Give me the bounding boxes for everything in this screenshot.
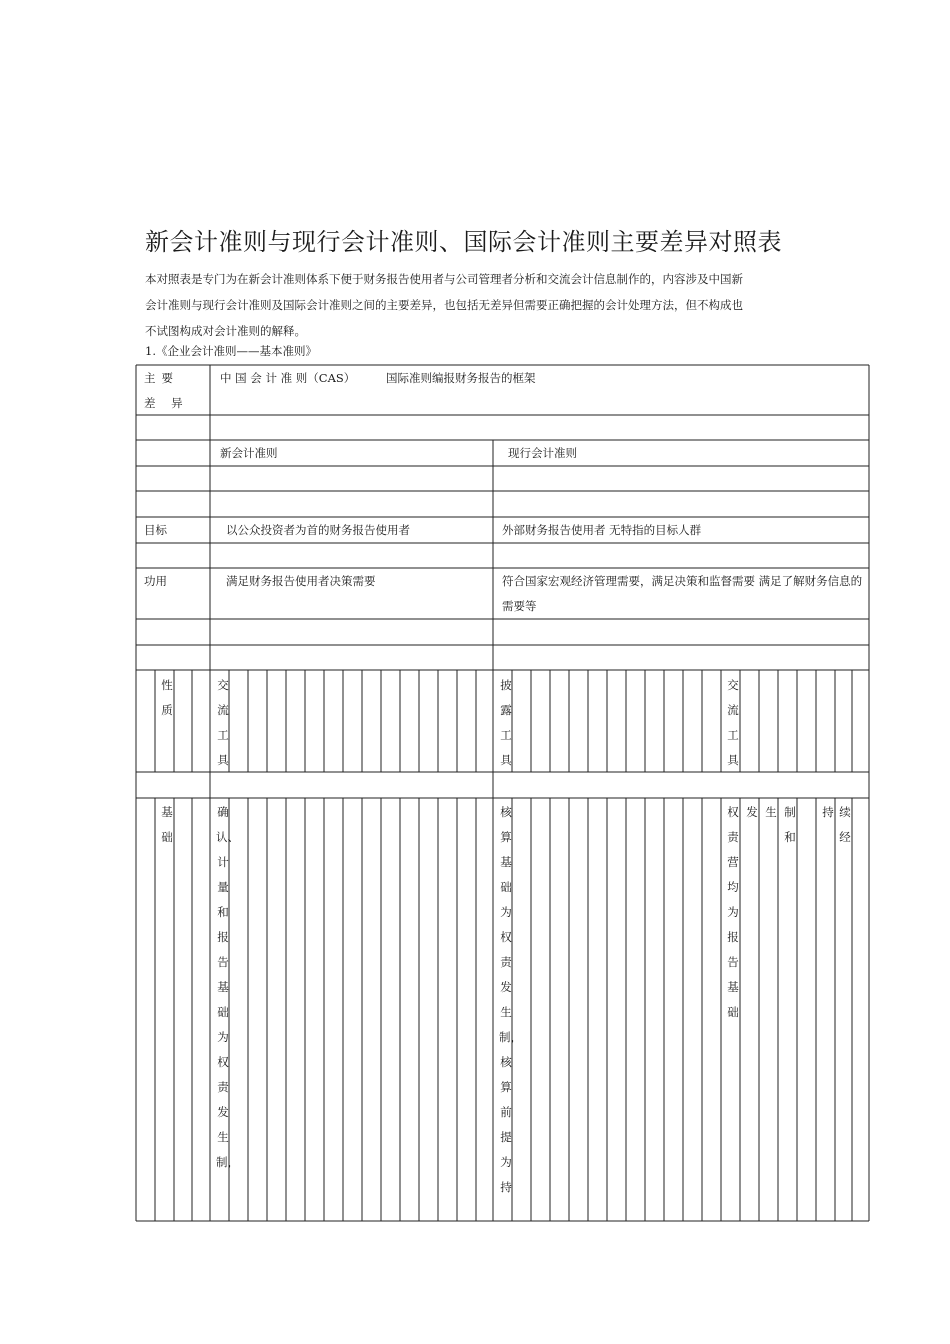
intro-line: 会计准则与现行会计准则及国际会计准则之间的主要差异，也包括无差异但需要正确把握的会计处理方法，但不构成也 [145, 298, 743, 312]
header-cas: 中 国 会 计 准 则（CAS） [220, 371, 356, 385]
function-current: 符合国家宏观经济管理需要，满足决策和监督需要 满足了解财务信息的需要等 [502, 574, 863, 613]
basis-current: 核算基础为权责发生制，核算前提为持 [499, 805, 522, 1194]
basis-new: 确认、计量和报告基础为权责发生制， [216, 805, 239, 1169]
function-new: 满足财务报告使用者决策需要 [226, 574, 376, 588]
basis-ifrs-col4: 制和 [784, 805, 796, 844]
basis-ifrs-col2: 发 [746, 805, 758, 819]
row-label-function: 功用 [144, 574, 167, 588]
row-label-nature: 性质 [161, 678, 173, 717]
section-heading: 1.《企业会计准则——基本准则》 [145, 344, 317, 358]
objective-current: 外部财务报告使用者 无特指的目标人群 [502, 523, 702, 537]
row-label-objective: 目标 [144, 523, 167, 537]
header-main-difference: 主要 差 异 [144, 371, 189, 410]
intro-paragraph [145, 266, 825, 344]
objective-new: 以公众投资者为首的财务报告使用者 [226, 523, 410, 537]
basis-ifrs-col1: 权责营均为报告基础 [727, 805, 739, 1019]
basis-ifrs-col3: 生 [765, 805, 777, 819]
basis-ifrs-col6: 续经 [839, 805, 851, 844]
row-label-basis: 基础 [161, 805, 173, 844]
intro-line: 本对照表是专门为在新会计准则体系下便于财务报告使用者与公司管理者分析和交流会计信息制作的，内容涉及中国新 [145, 272, 743, 286]
subheader-current-standard: 现行会计准则 [508, 446, 577, 460]
header-ifrs-framework: 国际准则编报财务报告的框架 [386, 371, 536, 385]
intro-line: 不试图构成对会计准则的解释。 [145, 324, 306, 338]
nature-new: 交流工具 [217, 678, 229, 767]
document-title: 新会计准则与现行会计准则、国际会计准则主要差异对照表 [145, 228, 782, 256]
basis-ifrs-col5: 持 [822, 805, 834, 819]
nature-ifrs: 交流工具 [727, 678, 739, 767]
subheader-new-standard: 新会计准则 [220, 446, 278, 460]
nature-current: 披露工具 [500, 678, 512, 767]
